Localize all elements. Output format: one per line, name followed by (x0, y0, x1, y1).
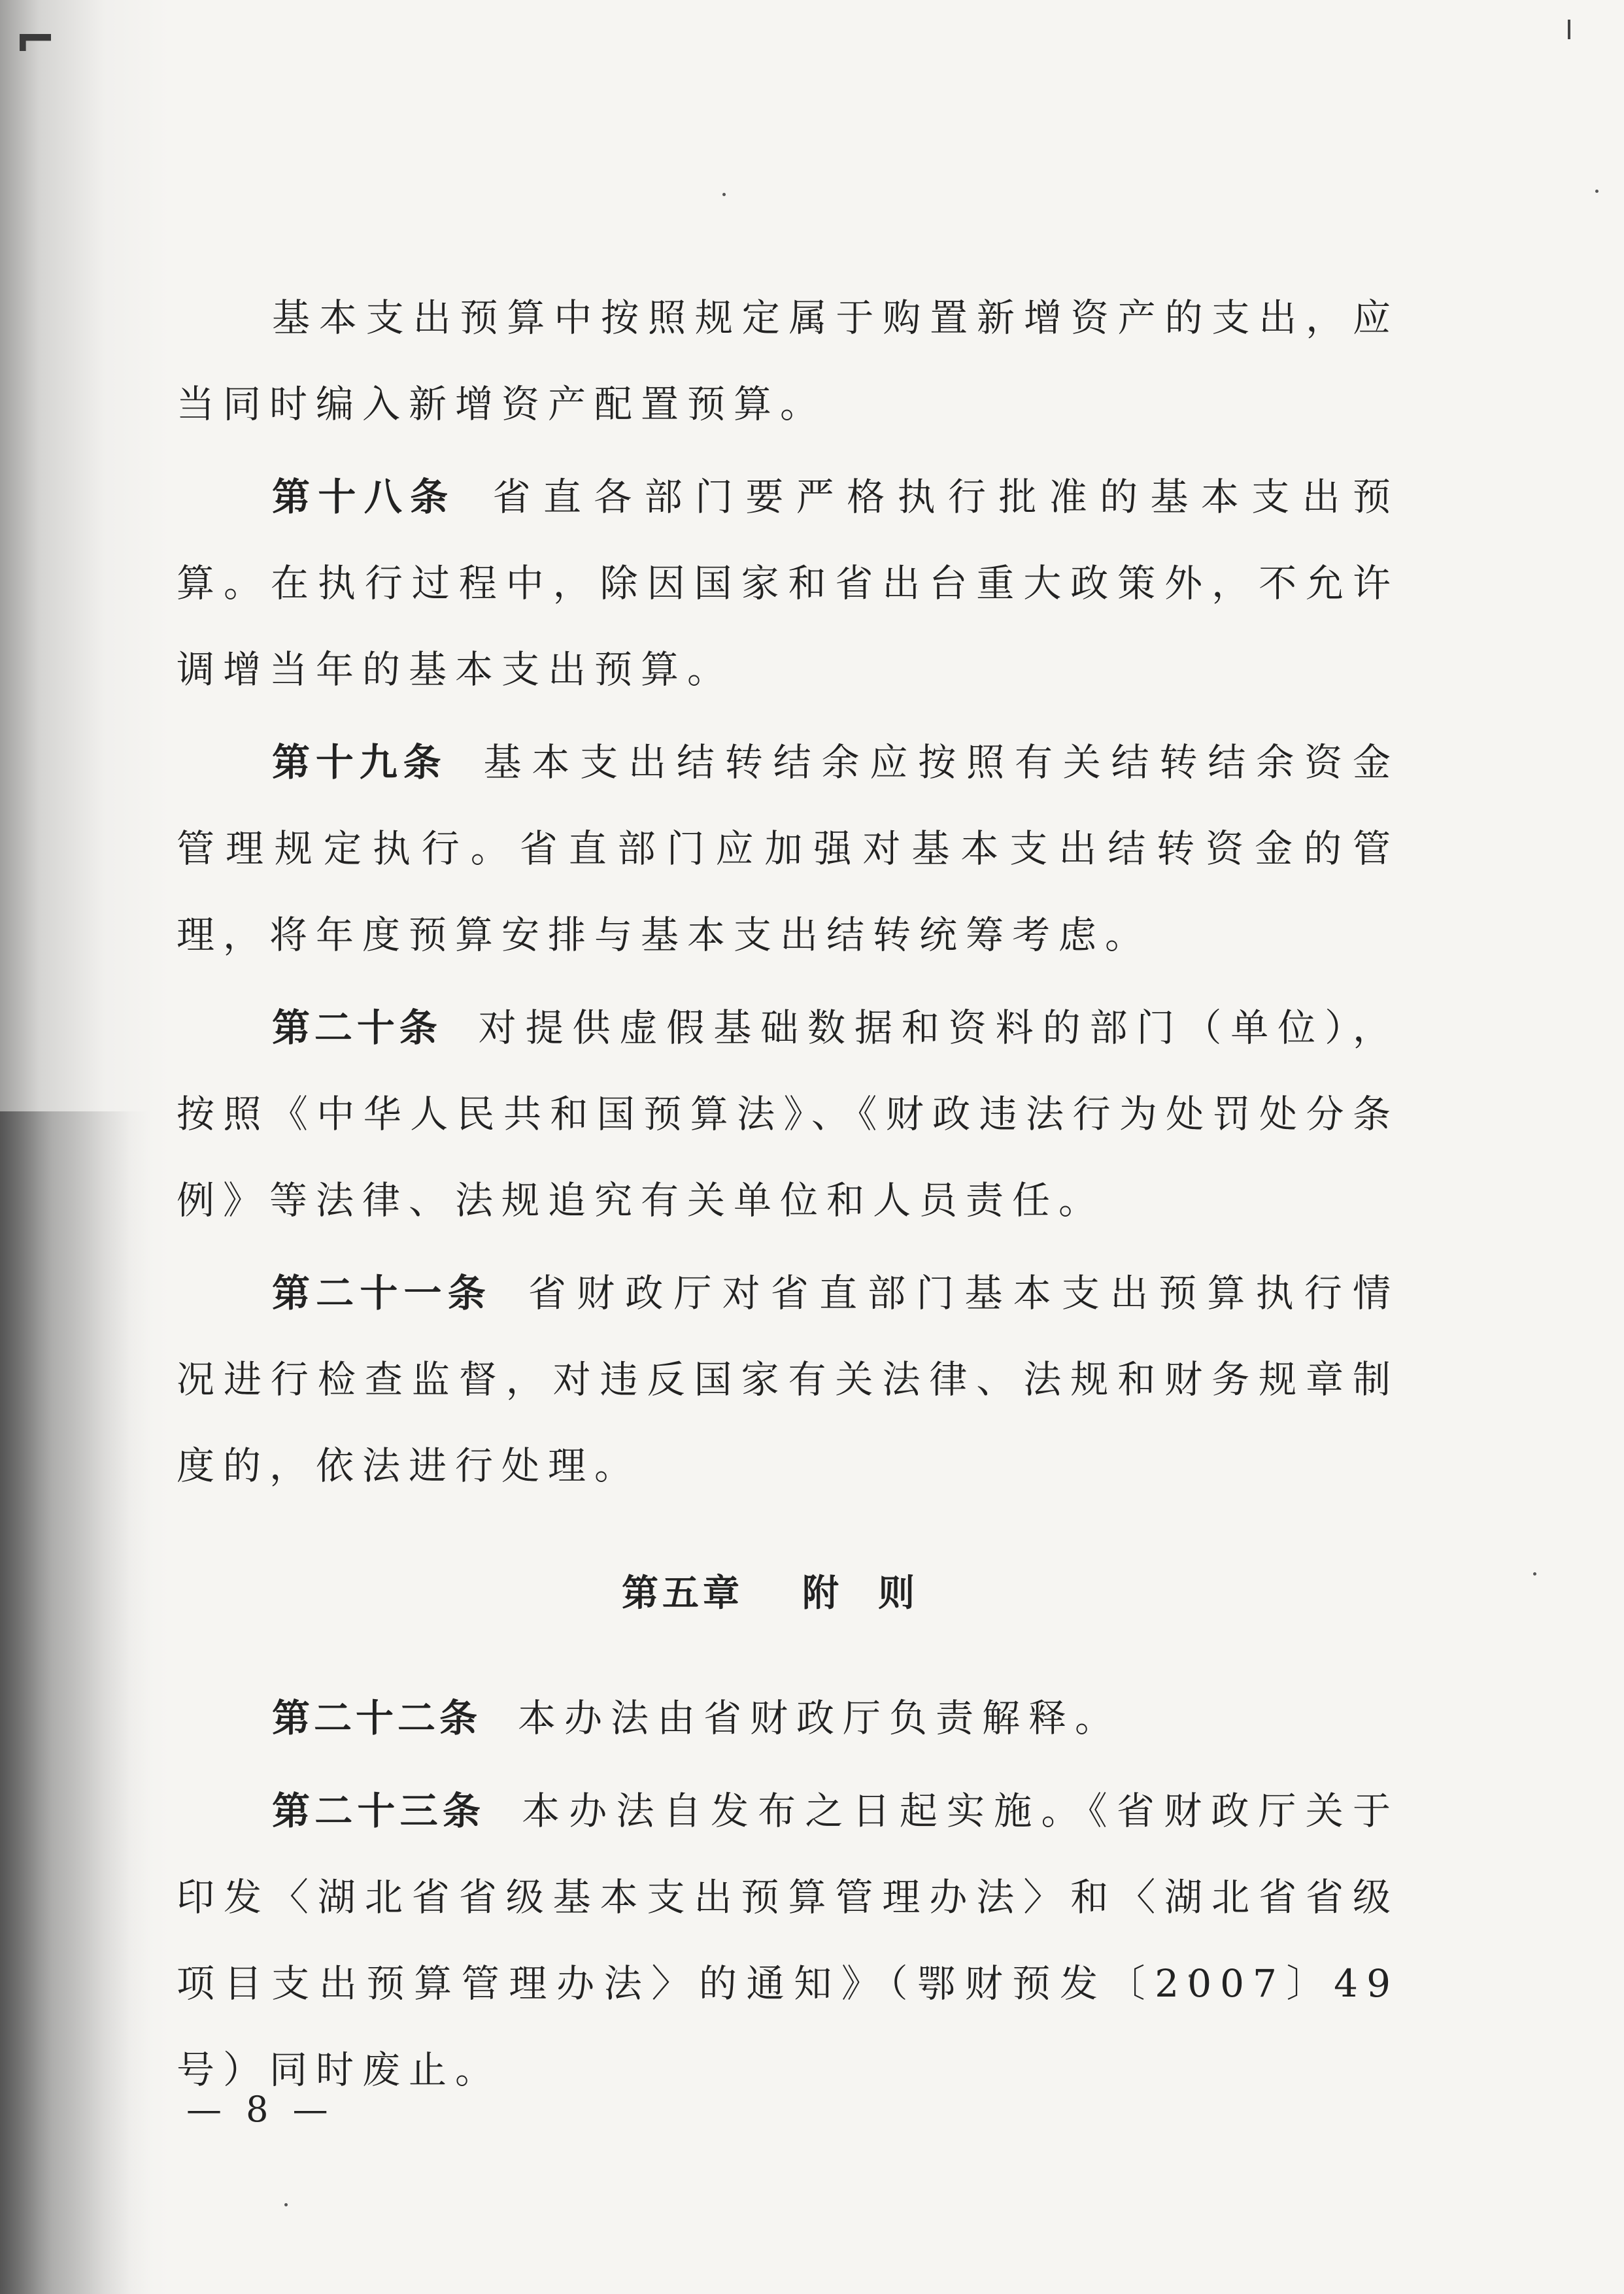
scan-speck (722, 193, 726, 196)
paragraph (177, 1250, 1399, 1509)
chapter-title: 附则 (802, 1572, 954, 1615)
scan-speck (1595, 190, 1599, 193)
corner-mark (20, 34, 51, 51)
article-number: 第二十条 (272, 1005, 442, 1050)
paragraph (177, 454, 1399, 713)
paragraph (177, 275, 1399, 447)
paragraph-text: 基本支出预算中按照规定属于购置新增资产的支出，应当同时编入新增资产配置预算。 (177, 295, 1399, 426)
page-number: — 8 — (186, 2089, 335, 2130)
paragraph-text: 省直各部门要严格执行批准的基本支出预算。在执行过程中，除因国家和省出台重大政策外，不允许调增当年的基本支出预算。 (177, 475, 1399, 692)
edge-tick (1568, 20, 1570, 39)
document-body (177, 275, 1399, 2119)
paragraph-text: 省财政厅对省直部门基本支出预算执行情况进行检查监督，对违反国家有关法律、法规和财务规章制度的，依法进行处理。 (177, 1271, 1399, 1488)
scan-shadow (0, 1111, 150, 2294)
paragraph-text: 本办法由省财政厅负责解释。 (518, 1696, 1122, 1740)
paragraph (177, 1768, 1399, 2113)
article-number: 第二十一条 (272, 1271, 492, 1315)
article-number: 第二十二条 (272, 1696, 482, 1740)
paragraph (177, 1675, 1399, 1761)
paragraph (177, 985, 1399, 1243)
paragraph-text: 对提供虚假基础数据和资料的部门（单位），按照《中华人民共和国预算法》、《财政违法行为处罚处分条例》等法律、法规追究有关单位和人员责任。 (177, 1005, 1399, 1223)
paragraph-text: 基本支出结转结余应按照有关结转结余资金管理规定执行。省直部门应加强对基本支出结转资金的管理，将年度预算安排与基本支出结转统筹考虑。 (177, 740, 1399, 957)
chapter-number: 第五章 (622, 1572, 743, 1615)
scan-speck (1533, 1572, 1536, 1576)
article-number: 第十九条 (272, 740, 447, 784)
paragraph (177, 719, 1399, 978)
article-number: 第二十三条 (272, 1789, 486, 1833)
article-number: 第十八条 (272, 475, 456, 519)
paragraph-text: 本办法自发布之日起实施。《省财政厅关于印发〈湖北省省级基本支出预算管理办法〉和〈湖北省省级项目支出预算管理办法〉的通知》（鄂财预发〔2007〕49号）同时废止。 (177, 1789, 1399, 2092)
chapter-heading (177, 1555, 1399, 1633)
scan-speck (284, 2203, 288, 2206)
